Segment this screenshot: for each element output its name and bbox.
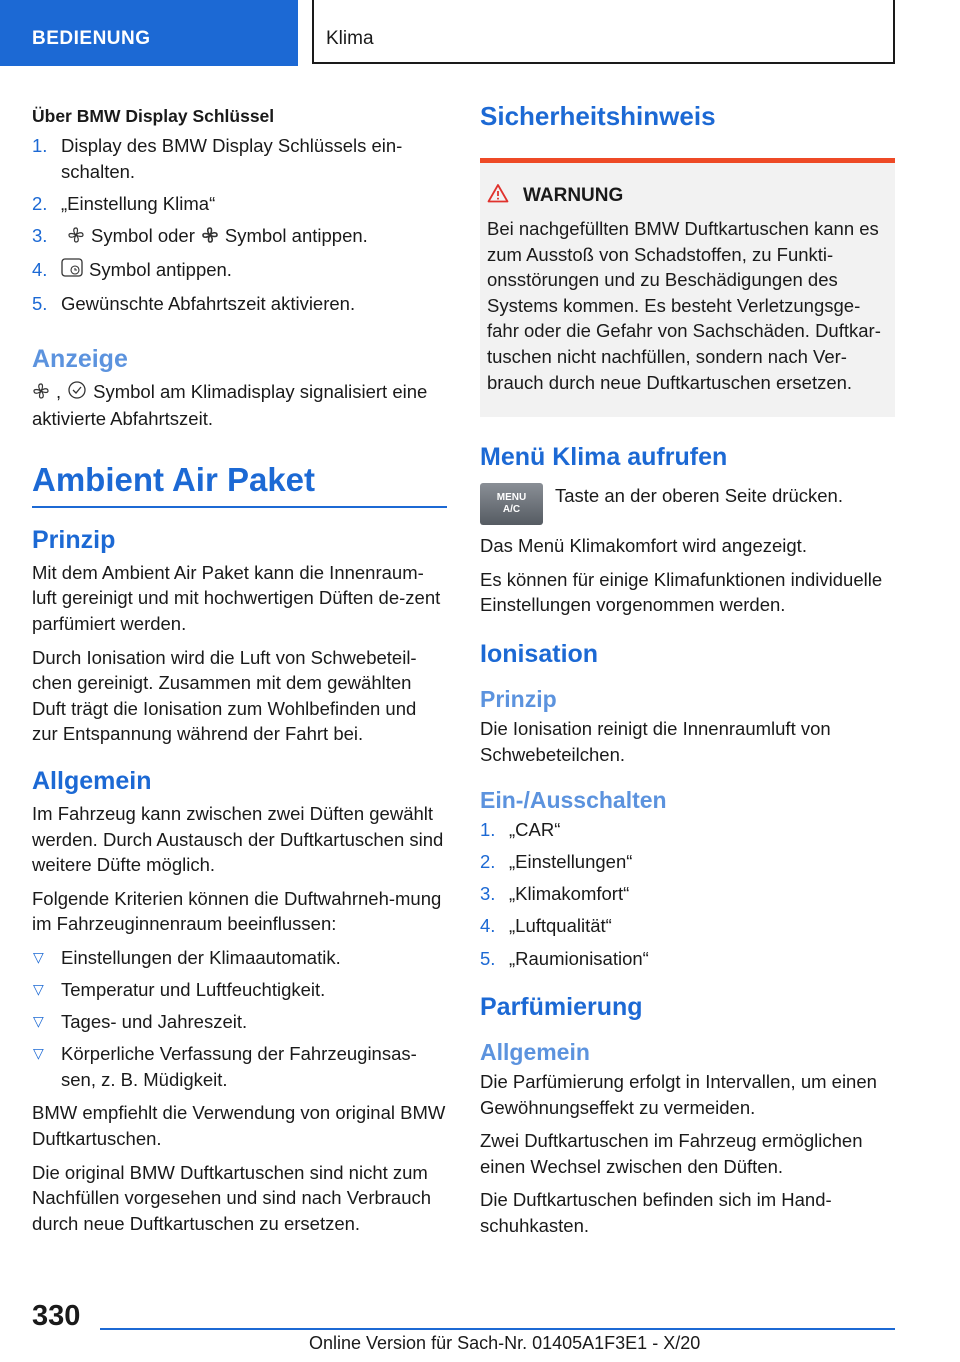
fan-icon-large bbox=[201, 225, 219, 251]
menu-ac-button-icon: MENU A/C bbox=[480, 483, 543, 525]
list-item: 4. Symbol antippen. bbox=[32, 257, 447, 285]
left-column bbox=[32, 100, 447, 1244]
bullet-triangle-icon: ▽ bbox=[33, 980, 44, 997]
list-item: 5. „Raumionisation“ bbox=[480, 947, 649, 969]
prinzip-paragraph-2: Durch Ionisation wird die Luft von Schwebeteil-chen gereinigt. Zusammen mit dem gewählten Duft trägt die Ionisation zum Wohlbefinden und zur Entspannung während der Fahrt bei. bbox=[32, 646, 417, 745]
ion-prinzip-text: Die Ionisation reinigt die Innenraumluft von Schwebeteilchen. bbox=[480, 717, 831, 765]
main-heading: Ambient Air Paket bbox=[32, 458, 447, 508]
ionisation-steps bbox=[480, 817, 895, 971]
warning-triangle-icon bbox=[487, 183, 509, 203]
parf-paragraph-2: Zwei Duftkartuschen im Fahrzeug ermöglichen einen Wechsel zwischen den Düften. bbox=[480, 1130, 863, 1177]
allgemein-paragraph-4: Die original BMW Duftkartuschen sind nicht zum Nachfüllen vorgesehen und sind nach Verbrauch durch neue Duftkartuschen zu ersetzen. bbox=[32, 1161, 432, 1234]
list-item: 4. „Luftqualität“ bbox=[480, 915, 612, 937]
list-item: 3. „Klimakomfort“ bbox=[480, 883, 630, 905]
prinzip-paragraph-1: Mit dem Ambient Air Paket kann die Innenraum-luft gereinigt und mit hochwertigen Düften de-zent parfümiert werden. bbox=[32, 561, 441, 634]
header-section-tab: BEDIENUNG bbox=[0, 0, 298, 66]
list-item: 3. Symbol oder Symbol antippen. bbox=[32, 223, 447, 251]
menu-instruction: Taste an der oberen Seite drücken. bbox=[555, 485, 843, 507]
list-item: 2. „Einstellung Klima“ bbox=[32, 192, 216, 214]
prinzip-heading: Prinzip bbox=[32, 525, 116, 554]
menu-key-row bbox=[480, 483, 895, 525]
allgemein-heading: Allgemein bbox=[32, 766, 152, 795]
criteria-list bbox=[32, 945, 447, 1092]
safety-heading: Sicherheitshinweis bbox=[480, 101, 716, 131]
list-item: 1. „CAR“ bbox=[480, 819, 561, 841]
menu-paragraph-2: Es können für einige Klimafunktionen individuelle Einstellungen vorgenommen werden. bbox=[480, 568, 883, 616]
intro-heading: Über BMW Display Schlüssel bbox=[32, 106, 275, 126]
online-version-note: Online Version für Sach-Nr. 01405A1F3E1 - X/20 bbox=[309, 1333, 701, 1353]
allgemein-paragraph-3: BMW empfiehlt die Verwendung von original BMW Duftkartuschen. bbox=[32, 1102, 446, 1149]
bullet-triangle-icon: ▽ bbox=[33, 1045, 44, 1062]
anzeige-text: , Symbol am Klimadisplay signalisiert eine aktivierte Abfahrtszeit. bbox=[32, 380, 428, 430]
list-item: 1. Display des BMW Display Schlüssels ein-schalten. bbox=[32, 135, 403, 182]
parfuemierung-heading: Parfümierung bbox=[480, 993, 643, 1022]
ein-aus-heading: Ein-/Ausschalten bbox=[480, 787, 667, 814]
bullet-triangle-icon: ▽ bbox=[33, 1013, 44, 1030]
parf-paragraph-3: Die Duftkartuschen befinden sich im Hand-schuhkasten. bbox=[480, 1189, 832, 1237]
right-column bbox=[480, 100, 895, 1247]
menu-paragraph-1: Das Menü Klimakomfort wird angezeigt. bbox=[480, 535, 807, 557]
bullet-triangle-icon: ▽ bbox=[33, 948, 44, 965]
display-key-steps bbox=[32, 133, 447, 317]
page-number: 330 bbox=[32, 1300, 81, 1332]
fan-icon bbox=[67, 225, 85, 251]
parf-paragraph-1: Die Parfümierung erfolgt in Intervallen, um einen Gewöhnungseffekt zu vermeiden. bbox=[480, 1071, 877, 1118]
ionisation-heading: Ionisation bbox=[480, 639, 599, 668]
parf-allgemein-heading: Allgemein bbox=[480, 1039, 590, 1066]
allgemein-paragraph-1: Im Fahrzeug kann zwischen zwei Düften gewählt werden. Durch Austausch der Duftkartuschen sind weitere Düfte möglich. bbox=[32, 802, 444, 876]
list-item: ▽ Temperatur und Luftfeuchtigkeit. bbox=[32, 977, 447, 1003]
ion-prinzip-heading: Prinzip bbox=[480, 685, 557, 712]
timer-icon bbox=[67, 380, 87, 407]
menu-heading: Menü Klima aufrufen bbox=[480, 443, 728, 472]
list-item: ▽ Einstellungen der Klimaautomatik. bbox=[32, 945, 447, 971]
clock-screen-icon bbox=[61, 258, 83, 285]
list-item: ▽ Tages- und Jahreszeit. bbox=[32, 1009, 447, 1035]
warning-title: WARNUNG bbox=[487, 183, 889, 208]
anzeige-heading: Anzeige bbox=[32, 344, 128, 373]
fan-icon bbox=[32, 381, 50, 407]
allgemein-paragraph-2: Folgende Kriterien können die Duftwahrneh-mung im Fahrzeuginnenraum beeinflussen: bbox=[32, 887, 442, 935]
list-item: 2. „Einstellungen“ bbox=[480, 851, 633, 873]
list-item: ▽ Körperliche Verfassung der Fahrzeuginsas-sen, z. B. Müdigkeit. bbox=[33, 1043, 417, 1090]
list-item: 5. Gewünschte Abfahrtszeit aktivieren. bbox=[32, 292, 356, 314]
header-chapter-title: Klima bbox=[312, 0, 895, 64]
footer-rule bbox=[100, 1328, 895, 1330]
warning-text: Bei nachgefüllten BMW Duftkartuschen kann es zum Ausstoß von Schadstoffen, zu Funkti-onsstörungen und zu Beschädigungen des Systems kommen. Es besteht Verletzungsge-fahr oder die Gefahr von Sachschäden. Duftkar-tuschen nicht nachfüllen, sondern nach Ver-brauch durch neue Duftkartuschen ersetzen. bbox=[487, 218, 881, 393]
warning-box bbox=[480, 163, 895, 417]
